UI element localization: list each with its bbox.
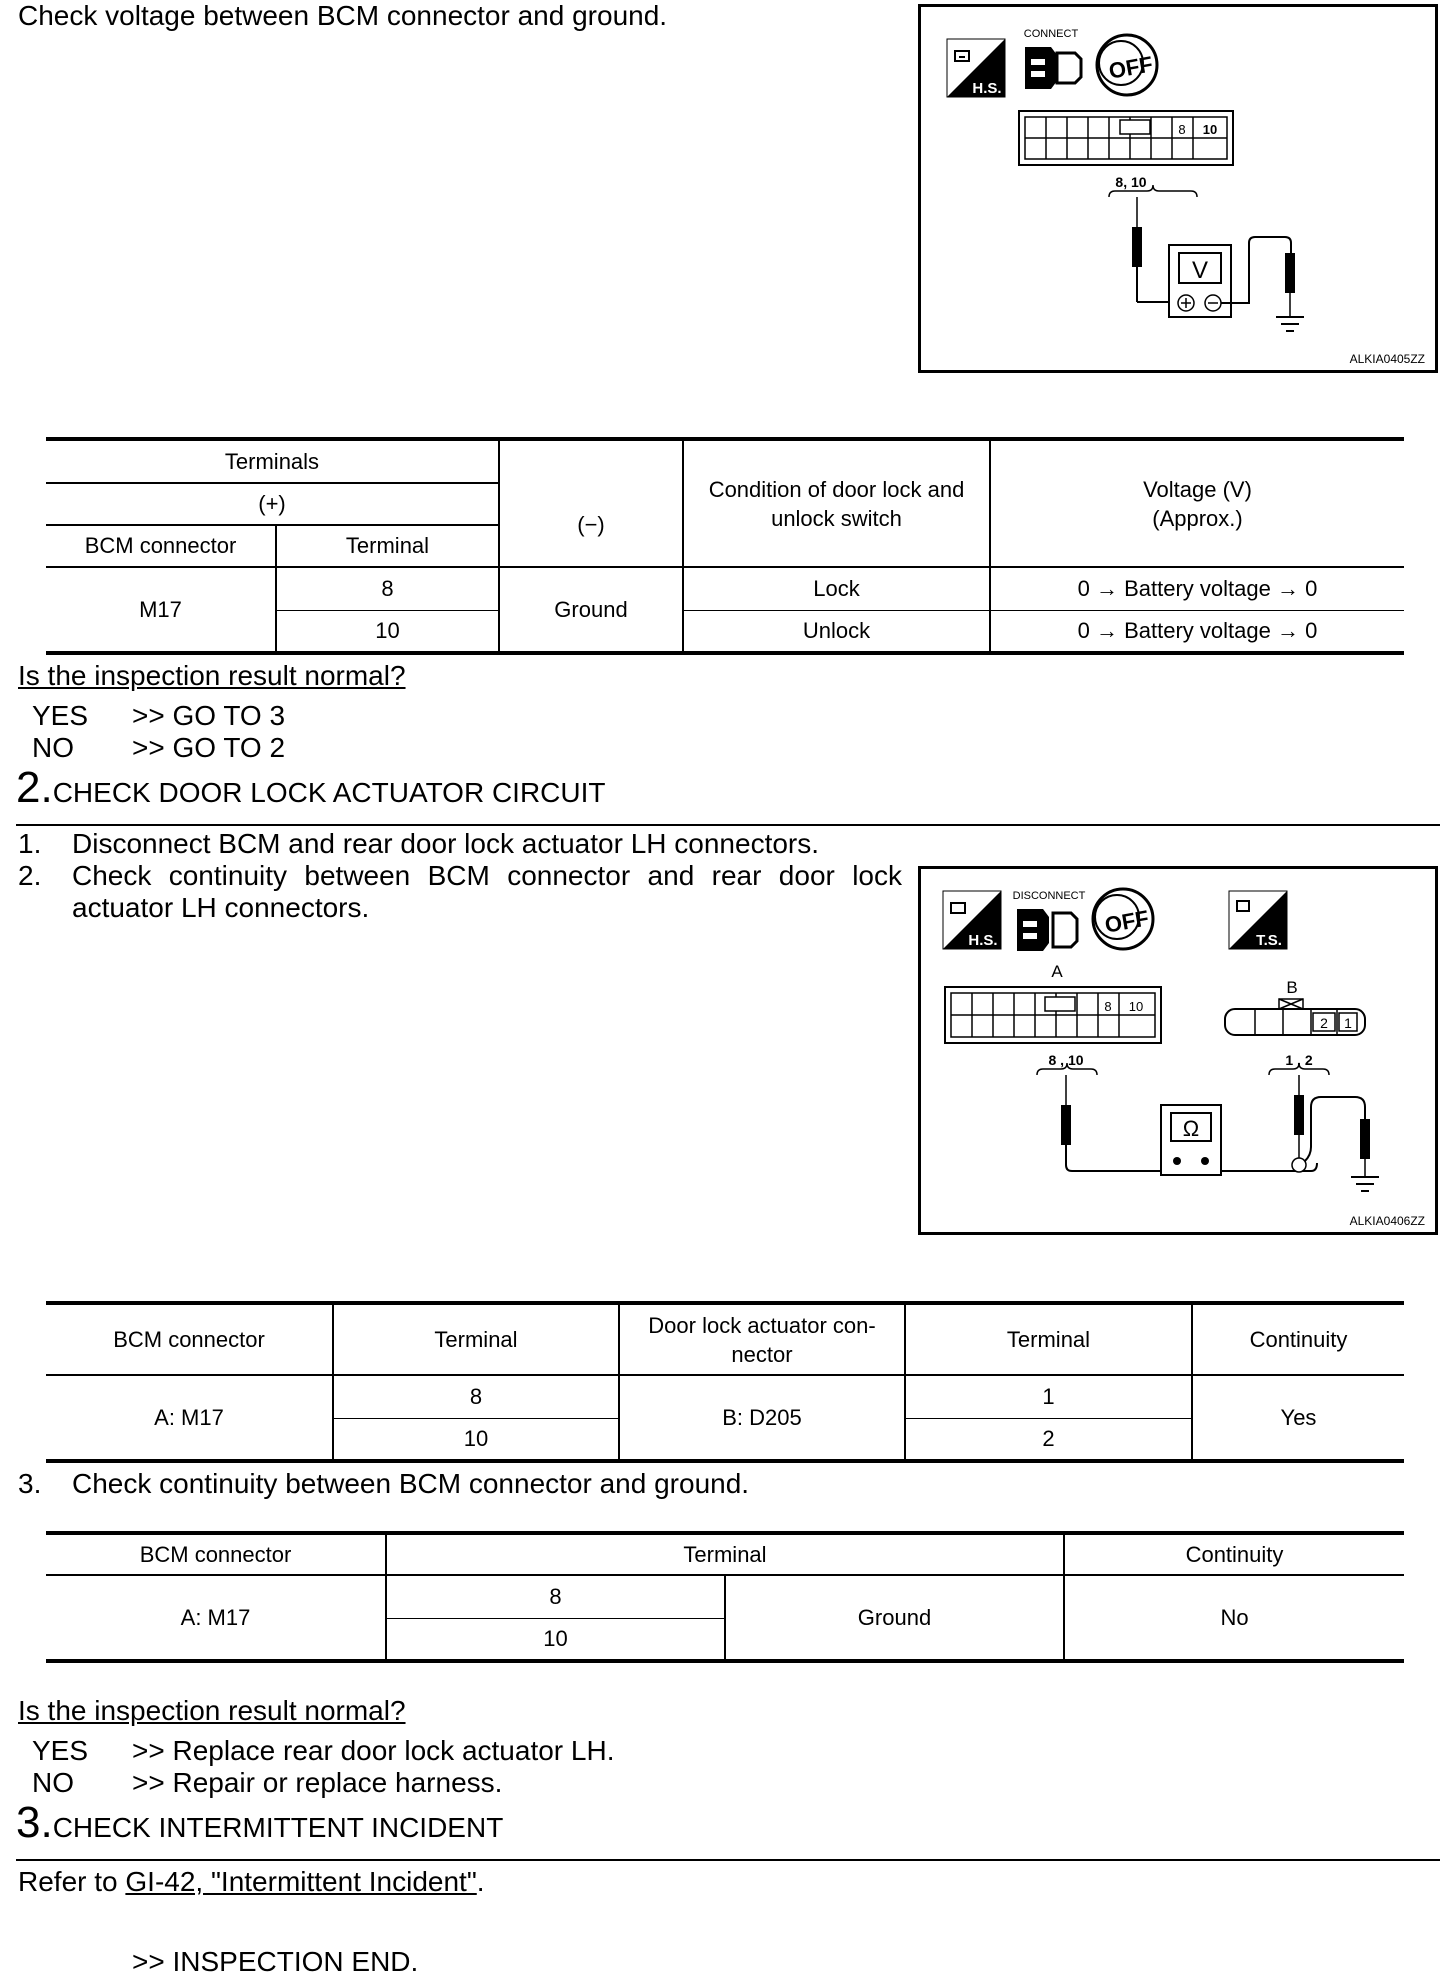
probe-terminals-label: 8, 10 — [1115, 174, 1147, 190]
refer-line — [18, 1866, 485, 1898]
ohmmeter-icon — [1161, 1105, 1221, 1175]
step-number: 2. — [18, 860, 42, 891]
connector-b-label: B — [1286, 978, 1298, 997]
refer-prefix: Refer to — [18, 1866, 126, 1897]
b-terminal-2-label: 2 — [1320, 1015, 1328, 1031]
meter-v-label: V — [1191, 257, 1209, 284]
voltmeter-icon — [1169, 245, 1231, 317]
bcm-connector-header: BCM connector — [46, 525, 276, 567]
step-text: Check continuity between BCM connector and rear door lock actuator LH connectors. — [72, 860, 902, 923]
step-number: 1. — [18, 828, 42, 859]
a-terminal-10-label: 10 — [1128, 999, 1144, 1014]
terminals-header: Terminals — [46, 439, 499, 483]
table-header-cell: Terminal — [386, 1533, 1064, 1575]
yes-action: >> GO TO 3 — [132, 700, 286, 731]
hs-label: H.S. — [968, 932, 998, 949]
section3-heading — [16, 1798, 504, 1847]
table-header-cell: Terminal — [333, 1303, 619, 1375]
connector-b-face — [1225, 999, 1365, 1035]
condition-header: Condition of door lock and unlock switch — [683, 439, 990, 567]
voltage-check-diagram — [921, 7, 1435, 370]
actuator-cell: B: D205 — [619, 1375, 905, 1461]
table-header-cell: Continuity — [1064, 1533, 1404, 1575]
figure1-code: ALKIA0405ZZ — [1349, 352, 1425, 366]
table-cell: 10 — [333, 1418, 619, 1461]
bcm-connector-face — [1019, 111, 1233, 165]
yes-label: YES — [32, 1735, 89, 1766]
disconnect-label: DISCONNECT — [1012, 890, 1086, 902]
a-terminal-8-label: 8 — [1104, 999, 1112, 1014]
terminal-header: Terminal — [276, 525, 499, 567]
connector-a-face — [945, 987, 1161, 1043]
bcm-cell: A: M17 — [46, 1575, 386, 1661]
terminal-8-label: 8 — [1178, 122, 1186, 137]
inspection-end: >> INSPECTION END. — [132, 1946, 419, 1977]
table-cell: 1 — [905, 1375, 1192, 1418]
table-header-cell: BCM connector — [46, 1303, 333, 1375]
tool-sensor-icon — [1229, 891, 1287, 949]
figure-continuity-check — [918, 866, 1438, 1235]
connector-a-label: A — [1051, 962, 1063, 981]
section2-heading — [16, 763, 606, 812]
no-action: >> Repair or replace harness. — [132, 1767, 503, 1798]
step-number: 3. — [18, 1468, 42, 1499]
ignition-off-icon — [1097, 35, 1157, 95]
terminal-10-label: 10 — [1202, 122, 1218, 137]
minus-header: (−) — [499, 483, 683, 567]
no-action: >> GO TO 2 — [132, 732, 286, 763]
continuity-cell: Yes — [1192, 1375, 1404, 1461]
plus-header: (+) — [46, 483, 499, 525]
section2-number: 2. — [16, 763, 53, 812]
table-header-cell: Continuity — [1192, 1303, 1404, 1375]
b-terminal-1-label: 1 — [1344, 1015, 1352, 1031]
hand-sensor-icon — [943, 891, 1001, 949]
disconnect-icon — [1013, 890, 1086, 951]
refer-suffix: . — [476, 1866, 485, 1897]
table-header-cell: Door lock actuator con-nector — [619, 1303, 905, 1375]
section2-title: CHECK DOOR LOCK ACTUATOR CIRCUIT — [52, 777, 606, 808]
table-cell: 8 — [333, 1375, 619, 1418]
approx-label: (Approx.) — [1152, 505, 1243, 531]
section2-rule — [16, 824, 1440, 826]
key-off-label: OFF — [1102, 905, 1151, 938]
table-header-cell: Terminal — [905, 1303, 1192, 1375]
b-terms-label: 1 , 2 — [1285, 1052, 1313, 1068]
connect-label: CONNECT — [1023, 28, 1079, 40]
hand-sensor-icon — [947, 39, 1005, 97]
section3-number: 3. — [16, 1798, 53, 1847]
table-cell: 2 — [905, 1418, 1192, 1461]
voltage-table — [46, 437, 1404, 655]
no-label: NO — [32, 732, 74, 763]
step1-instruction: Check voltage between BCM connector and ground. — [18, 0, 668, 31]
table-header-cell: BCM connector — [46, 1533, 386, 1575]
voltage-label: Voltage (V) — [1143, 476, 1252, 502]
result1-question: Is the inspection result normal? — [18, 660, 406, 691]
table-cell: 0 → Battery voltage → 0 — [990, 610, 1404, 653]
result2-question: Is the inspection result normal? — [18, 1695, 406, 1726]
table-cell: 10 — [386, 1618, 725, 1661]
figure-voltage-check — [918, 4, 1438, 373]
figure2-code: ALKIA0406ZZ — [1349, 1214, 1425, 1228]
continuity-table — [46, 1301, 1404, 1463]
continuity-check-diagram — [921, 869, 1435, 1232]
ground-continuity-table — [46, 1531, 1404, 1663]
table-cell: 0 → Battery voltage → 0 — [990, 567, 1404, 610]
voltage-header — [990, 439, 1404, 567]
ts-label: T.S. — [1256, 932, 1282, 949]
hs-label: H.S. — [972, 80, 1002, 97]
connector-icon — [1024, 28, 1081, 89]
table-cell: 8 — [276, 567, 499, 610]
ground-cell: Ground — [499, 567, 683, 653]
intermittent-incident-link[interactable]: GI-42, "Intermittent Incident" — [125, 1866, 477, 1897]
table-cell: 8 — [386, 1575, 725, 1618]
continuity-cell: No — [1064, 1575, 1404, 1661]
yes-action: >> Replace rear door lock actuator LH. — [132, 1735, 615, 1766]
step-text: Check continuity between BCM connector and ground. — [72, 1468, 750, 1499]
bcm-cell: A: M17 — [46, 1375, 333, 1461]
meter-ohm-label: Ω — [1182, 1116, 1200, 1141]
no-label: NO — [32, 1767, 74, 1798]
key-off-label: OFF — [1106, 51, 1155, 84]
table-cell: 10 — [276, 610, 499, 653]
step-text: Disconnect BCM and rear door lock actuator LH connectors. — [72, 828, 820, 859]
section3-rule — [16, 1859, 1440, 1861]
yes-label: YES — [32, 700, 89, 731]
section3-title: CHECK INTERMITTENT INCIDENT — [52, 1812, 504, 1843]
ignition-off-icon — [1093, 889, 1153, 949]
a-terms-label: 8 , 10 — [1048, 1052, 1084, 1068]
ground-cell: Ground — [725, 1575, 1064, 1661]
table-cell: Unlock — [683, 610, 990, 653]
table-cell: Lock — [683, 567, 990, 610]
connector-cell: M17 — [46, 567, 276, 653]
